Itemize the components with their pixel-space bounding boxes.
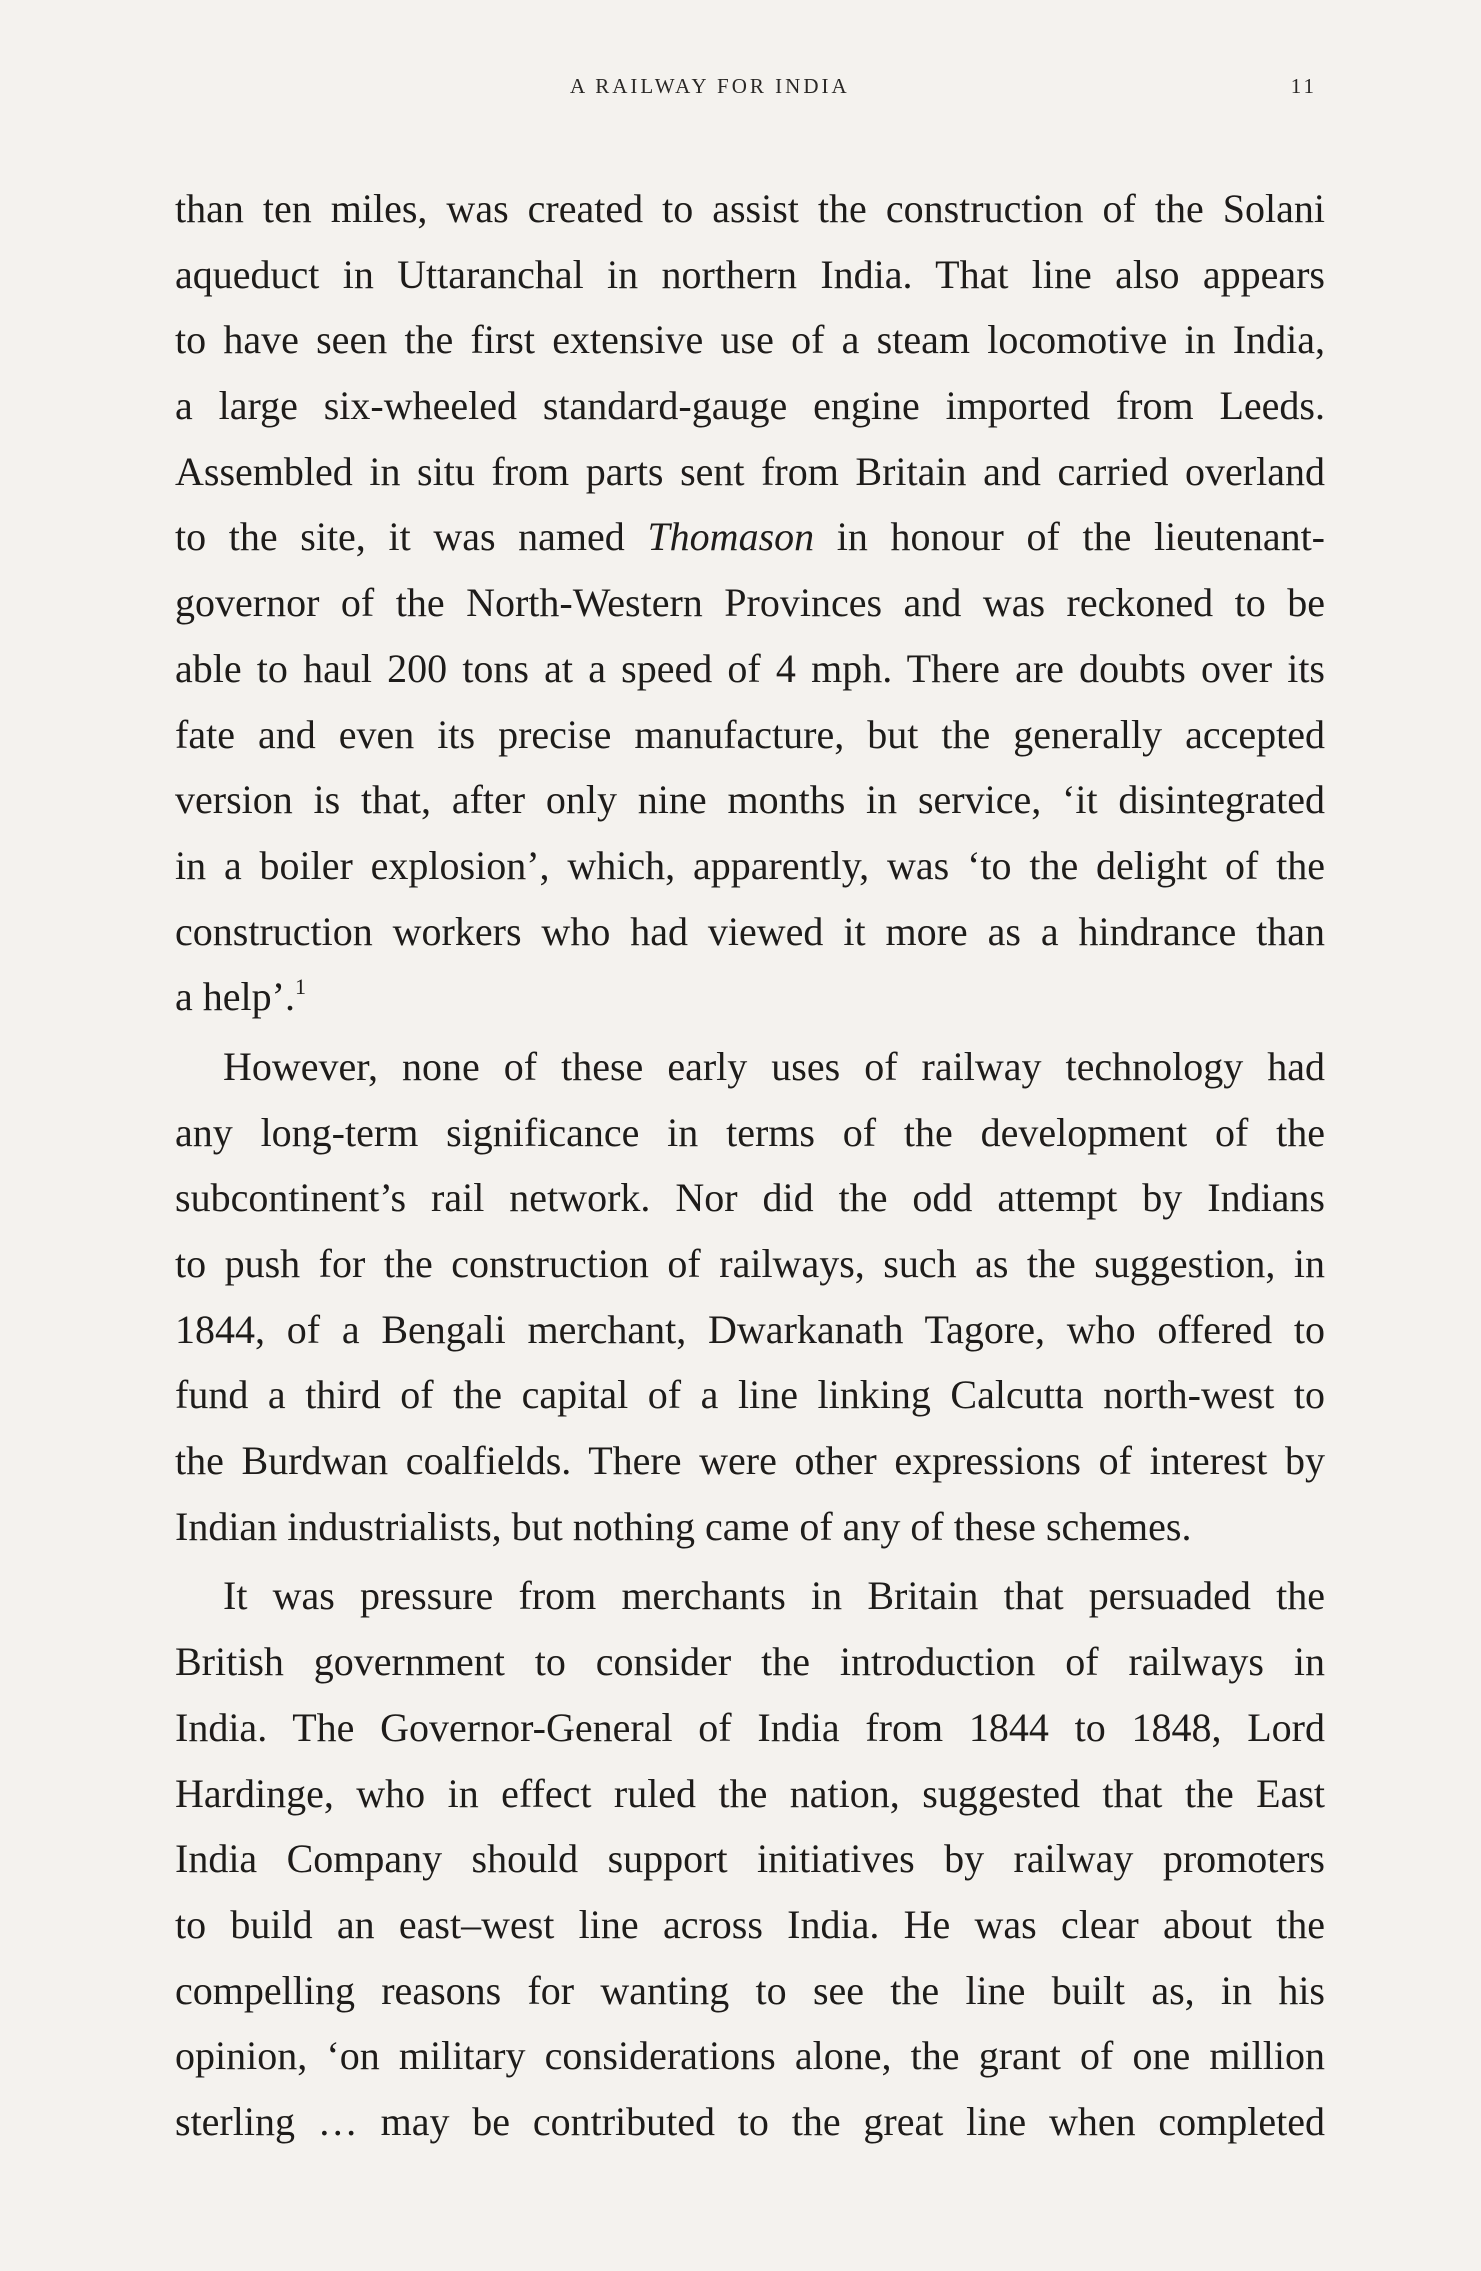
text-line: opinion, ‘on military considerations alone, the grant of one million xyxy=(175,2033,1325,2079)
running-head xyxy=(175,74,1325,104)
text-line: fund a third of the capital of a line linking Calcutta north-west to xyxy=(175,1372,1325,1418)
text-line: the Burdwan coalfields. There were other expressions of interest by xyxy=(175,1438,1325,1484)
text-fragment: a help’. xyxy=(175,974,295,1020)
text-line: than ten miles, was created to assist the construction of the Solani xyxy=(175,186,1325,231)
text-line xyxy=(175,504,1325,570)
running-title: A RAILWAY FOR INDIA xyxy=(570,74,850,98)
text-line: construction workers who had viewed it more as a hindrance than xyxy=(175,908,1325,954)
text-line: governor of the North-Western Provinces and was reckoned to be xyxy=(175,580,1325,626)
page-number: 11 xyxy=(1290,74,1317,98)
paragraph xyxy=(175,1034,1325,1560)
text-line: any long-term significance in terms of the development of the xyxy=(175,1109,1325,1155)
footnote-marker[interactable]: 1 xyxy=(294,974,306,1000)
text-line: compelling reasons for wanting to see the line built as, in his xyxy=(175,1967,1325,2013)
text-line: in a boiler explosion’, which, apparently, was ‘to the delight of the xyxy=(175,842,1325,888)
text-line: sterling … may be contributed to the great line when completed xyxy=(175,2098,1325,2144)
text-line: British government to consider the introduction of railways in xyxy=(175,1639,1325,1685)
text-line: to push for the construction of railways, such as the suggestion, in xyxy=(175,1241,1325,1286)
text-line: India Company should support initiatives by railway promoters xyxy=(175,1836,1325,1882)
text-line: It was pressure from merchants in Britain that persuaded the xyxy=(223,1573,1325,1619)
body-text xyxy=(175,176,1325,2155)
text-line: able to haul 200 tons at a speed of 4 mph. There are doubts over its xyxy=(175,645,1325,691)
text-line: Indian industrialists, but nothing came of any of these schemes. xyxy=(175,1503,1192,1549)
text-fragment: to the site, it was named xyxy=(175,514,648,560)
text-fragment: in honour of the lieutenant- xyxy=(814,514,1325,560)
text-line: version is that, after only nine months in service, ‘it disintegrated xyxy=(175,777,1325,823)
text-line: to have seen the first extensive use of a steam locomotive in India, xyxy=(175,317,1325,363)
text-line: 1844, of a Bengali merchant, Dwarkanath Tagore, who offered to xyxy=(175,1306,1325,1352)
text-line xyxy=(175,964,1325,1030)
paragraph xyxy=(175,176,1325,1030)
text-line: to build an east–west line across India. He was clear about the xyxy=(175,1901,1325,1947)
text-line: a large six-wheeled standard-gauge engine imported from Leeds. xyxy=(175,383,1325,429)
text-line: subcontinent’s rail network. Nor did the odd attempt by Indians xyxy=(175,1175,1325,1221)
text-line: However, none of these early uses of railway technology had xyxy=(223,1043,1325,1089)
text-line: Hardinge, who in effect ruled the nation, suggested that the East xyxy=(175,1770,1325,1816)
paragraph xyxy=(175,1563,1325,2154)
text-line: Assembled in situ from parts sent from Britain and carried overland xyxy=(175,448,1325,494)
text-line: fate and even its precise manufacture, but the generally accepted xyxy=(175,711,1325,757)
text-line: aqueduct in Uttaranchal in northern India. That line also appears xyxy=(175,251,1325,297)
text-line: India. The Governor-General of India from 1844 to 1848, Lord xyxy=(175,1704,1325,1750)
locomotive-name: Thomason xyxy=(647,514,815,560)
